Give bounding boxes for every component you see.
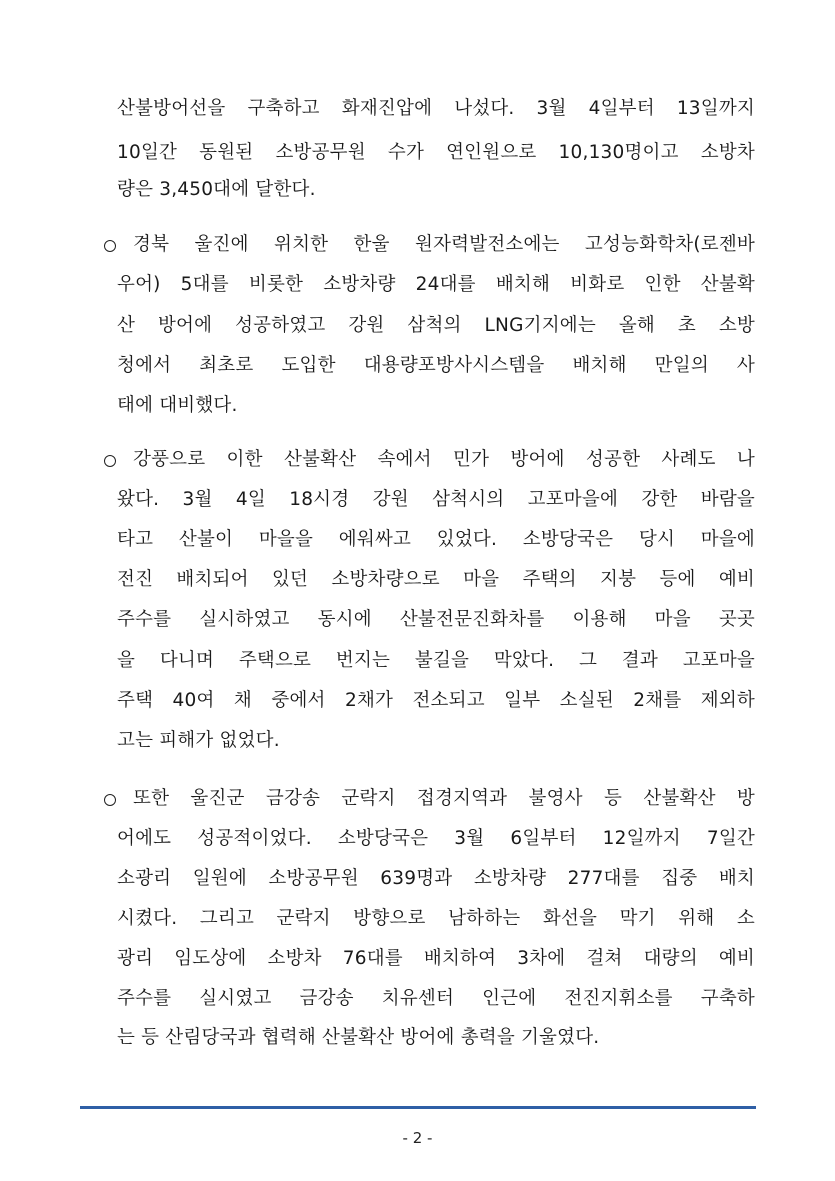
bullet-line: 시켰다. 그리고 군락지 방향으로 남하하는 화선을 막기 위해 소 — [117, 908, 755, 929]
bullet-line: 광리 임도상에 소방차 76대를 배치하여 3차에 걸쳐 대량의 예비 — [117, 948, 755, 969]
bullet-line: 을 다니며 주택으로 번지는 불길을 막았다. 그 결과 고포마을 — [117, 650, 755, 671]
paragraph-line: 10일간 동원된 소방공무원 수가 연인원으로 10,130명이고 소방차 — [117, 142, 755, 163]
bullet-line: 강풍으로 이한 산불확산 속에서 민가 방어에 성공한 사례도 나 — [133, 449, 755, 470]
bullet-line: 주수를 실시였고 금강송 치유센터 인근에 전진지휘소를 구축하 — [117, 988, 755, 1009]
bullet-line: 주수를 실시하였고 동시에 산불전문진화차를 이용해 마을 곳곳 — [117, 609, 755, 630]
hollow-circle-bullet-icon — [104, 455, 116, 467]
bullet-line: 왔다. 3월 4일 18시경 강원 삼척시의 고포마을에 강한 바람을 — [117, 489, 755, 510]
bullet-line: 소광리 일원에 소방공무원 639명과 소방차량 277대를 집중 배치 — [117, 868, 755, 889]
bullet-line: 우어) 5대를 비롯한 소방차량 24대를 배치해 비화로 인한 산불확 — [117, 274, 755, 295]
bullet-line: 산 방어에 성공하였고 강원 삼척의 LNG기지에는 올해 초 소방 — [117, 315, 755, 336]
bullet-line: 청에서 최초로 도입한 대용량포방사시스템을 배치해 만일의 사 — [117, 355, 755, 376]
bullet-line: 전진 배치되어 있던 소방차량으로 마을 주택의 지붕 등에 예비 — [117, 569, 755, 590]
bullet-line: 태에 대비했다. — [117, 395, 238, 416]
bullet-line: 주택 40여 채 중에서 2채가 전소되고 일부 소실된 2채를 제외하 — [117, 690, 755, 711]
bullet-line: 고는 피해가 없었다. — [117, 730, 280, 751]
page-number: - 2 - — [402, 1129, 433, 1147]
bullet-line: 경북 울진에 위치한 한울 원자력발전소에는 고성능화학차(로젠바 — [133, 234, 755, 255]
bullet-line: 는 등 산림당국과 협력해 산불확산 방어에 총력을 기울였다. — [117, 1027, 600, 1048]
bullet-line: 또한 울진군 금강송 군락지 접경지역과 불영사 등 산불확산 방 — [133, 788, 755, 809]
footer-rule — [80, 1106, 756, 1109]
paragraph-line: 산불방어선을 구축하고 화재진압에 나섰다. 3월 4일부터 13일까지 — [117, 98, 755, 119]
paragraph-line: 량은 3,450대에 달한다. — [117, 179, 316, 200]
bullet-line: 타고 산불이 마을을 에워싸고 있었다. 소방당국은 당시 마을에 — [117, 529, 755, 550]
hollow-circle-bullet-icon — [104, 240, 116, 252]
bullet-line: 어에도 성공적이었다. 소방당국은 3월 6일부터 12일까지 7일간 — [117, 828, 755, 849]
hollow-circle-bullet-icon — [104, 794, 116, 806]
